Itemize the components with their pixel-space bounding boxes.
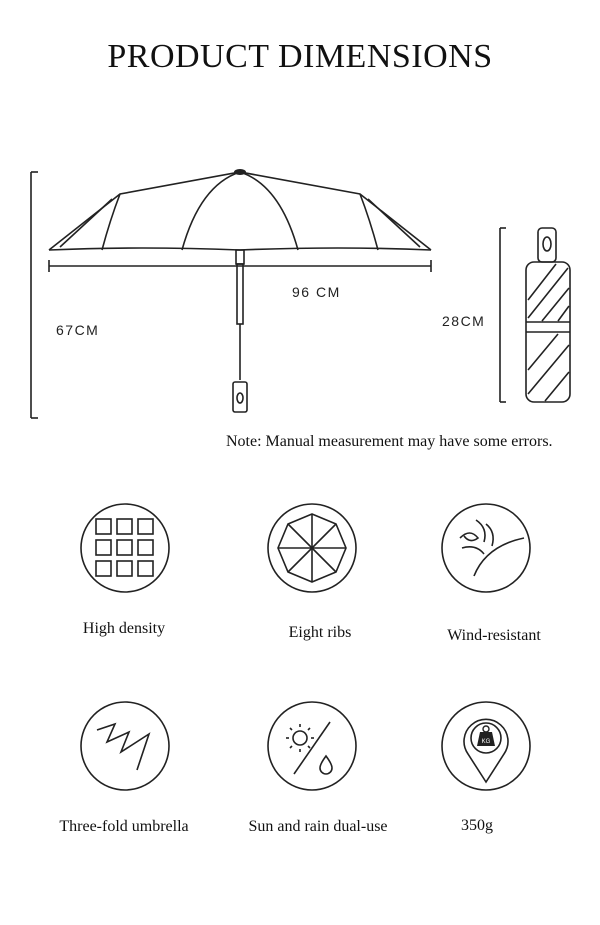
feature-label-sun-rain: Sun and rain dual-use: [248, 818, 388, 835]
feature-label-eight-ribs: Eight ribs: [288, 624, 352, 641]
umbrella-canopy: [49, 169, 431, 250]
folded-length-label: 28CM: [442, 313, 486, 329]
umbrella-shaft: [233, 250, 247, 412]
page-title: PRODUCT DIMENSIONS: [107, 38, 493, 75]
sun-rain-icon: [266, 700, 358, 792]
feature-label-weight: 350g: [461, 817, 493, 834]
width-bracket: [49, 260, 431, 272]
width-label: 96 CM: [292, 284, 341, 300]
wind-icon: [440, 502, 532, 594]
weight-badge-text: KG: [481, 739, 491, 745]
height-label: 67CM: [56, 322, 100, 338]
feature-label-three-fold: Three-fold umbrella: [59, 818, 189, 835]
eight-ribs-icon: [266, 502, 358, 594]
grid-icon: [79, 502, 171, 594]
feature-label-wind-resistant: Wind-resistant: [447, 627, 541, 644]
zigzag-fold-icon: [79, 700, 171, 792]
weight-pin-icon: [440, 700, 532, 792]
feature-label-high-density: High density: [82, 620, 166, 637]
open-umbrella-diagram: [0, 0, 600, 440]
height-bracket: [31, 172, 38, 418]
measurement-note: Note: Manual measurement may have some errors.: [226, 433, 553, 450]
folded-umbrella: [500, 228, 570, 402]
